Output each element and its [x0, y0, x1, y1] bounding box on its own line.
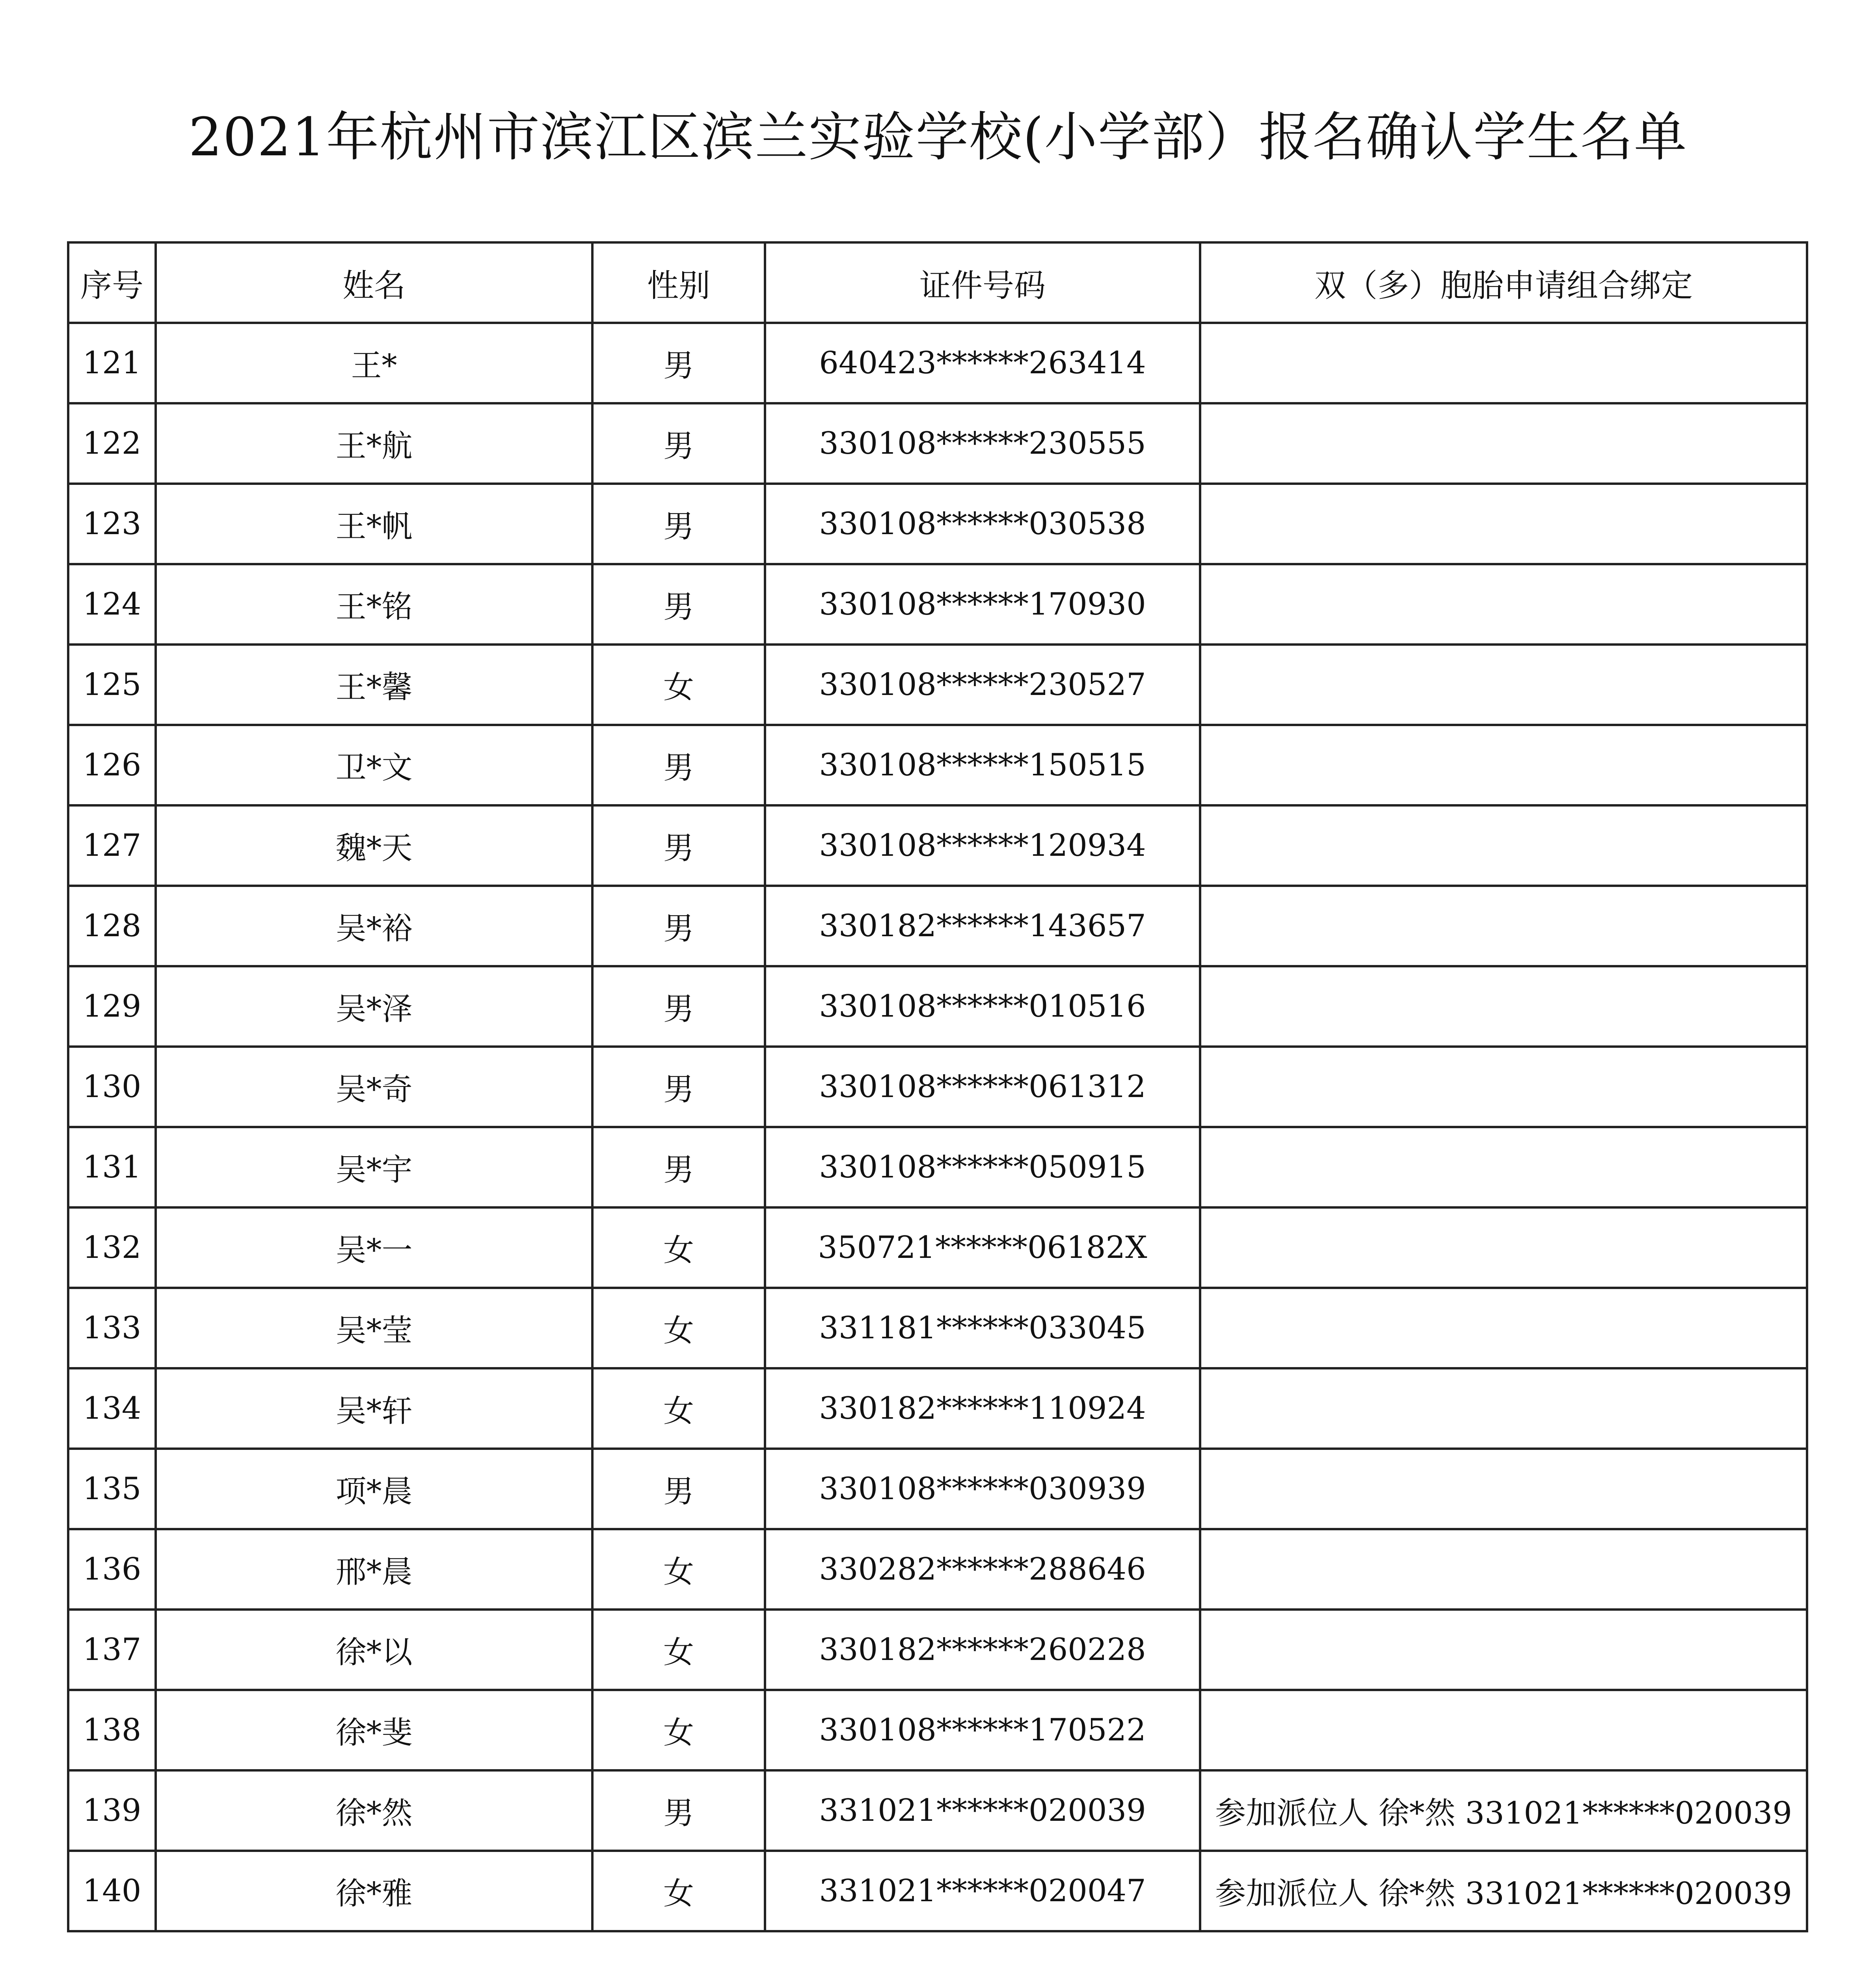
cell-serial-number: 134	[68, 1368, 156, 1449]
cell-serial-number: 128	[68, 886, 156, 966]
cell-serial-number: 132	[68, 1207, 156, 1288]
cell-id-number: 330108******030538	[765, 484, 1200, 564]
cell-id-number: 330108******061312	[765, 1047, 1200, 1127]
table-row	[68, 966, 1807, 1047]
cell-twin-binding	[1200, 1610, 1807, 1690]
cell-id-number: 330182******260228	[765, 1610, 1200, 1690]
header-name: 姓名	[156, 242, 592, 323]
cell-name: 徐*然	[156, 1770, 592, 1851]
cell-gender: 女	[592, 1610, 765, 1690]
cell-twin-binding	[1200, 1690, 1807, 1770]
cell-name: 吴*一	[156, 1207, 592, 1288]
cell-name: 王*馨	[156, 645, 592, 725]
table-row	[68, 1127, 1807, 1207]
header-id-number: 证件号码	[765, 242, 1200, 323]
cell-id-number: 330182******143657	[765, 886, 1200, 966]
cell-name: 王*航	[156, 403, 592, 484]
cell-twin-binding: 参加派位人 徐*然 331021******020039	[1200, 1851, 1807, 1931]
cell-id-number: 331021******020039	[765, 1770, 1200, 1851]
cell-serial-number: 127	[68, 805, 156, 886]
cell-twin-binding	[1200, 805, 1807, 886]
cell-name: 邢*晨	[156, 1529, 592, 1610]
cell-twin-binding	[1200, 484, 1807, 564]
cell-name: 徐*雅	[156, 1851, 592, 1931]
table-body	[68, 323, 1807, 1931]
cell-gender: 女	[592, 1529, 765, 1610]
table-row	[68, 1207, 1807, 1288]
cell-name: 吴*轩	[156, 1368, 592, 1449]
cell-gender: 男	[592, 564, 765, 645]
table-row	[68, 1770, 1807, 1851]
cell-name: 魏*天	[156, 805, 592, 886]
cell-name: 卫*文	[156, 725, 592, 805]
cell-gender: 女	[592, 1690, 765, 1770]
cell-serial-number: 133	[68, 1288, 156, 1368]
table-row	[68, 1690, 1807, 1770]
cell-id-number: 350721******06182X	[765, 1207, 1200, 1288]
cell-serial-number: 125	[68, 645, 156, 725]
cell-name: 王*铭	[156, 564, 592, 645]
cell-gender: 女	[592, 645, 765, 725]
table-row	[68, 886, 1807, 966]
cell-name: 王*	[156, 323, 592, 403]
cell-serial-number: 137	[68, 1610, 156, 1690]
cell-id-number: 330108******050915	[765, 1127, 1200, 1207]
table-row	[68, 1288, 1807, 1368]
cell-gender: 男	[592, 886, 765, 966]
cell-serial-number: 122	[68, 403, 156, 484]
cell-twin-binding	[1200, 1288, 1807, 1368]
cell-name: 王*帆	[156, 484, 592, 564]
cell-gender: 男	[592, 725, 765, 805]
table-row	[68, 1047, 1807, 1127]
cell-twin-binding	[1200, 1368, 1807, 1449]
cell-serial-number: 139	[68, 1770, 156, 1851]
cell-gender: 男	[592, 403, 765, 484]
cell-id-number: 330108******120934	[765, 805, 1200, 886]
cell-serial-number: 135	[68, 1449, 156, 1529]
cell-id-number: 330108******230555	[765, 403, 1200, 484]
table-row	[68, 484, 1807, 564]
cell-gender: 男	[592, 1770, 765, 1851]
table-row	[68, 1851, 1807, 1931]
cell-id-number: 331181******033045	[765, 1288, 1200, 1368]
cell-twin-binding	[1200, 1207, 1807, 1288]
cell-twin-binding	[1200, 1529, 1807, 1610]
cell-gender: 女	[592, 1368, 765, 1449]
table-row	[68, 1368, 1807, 1449]
table-row	[68, 725, 1807, 805]
cell-serial-number: 140	[68, 1851, 156, 1931]
cell-gender: 女	[592, 1207, 765, 1288]
table-row	[68, 1449, 1807, 1529]
cell-gender: 女	[592, 1851, 765, 1931]
cell-id-number: 331021******020047	[765, 1851, 1200, 1931]
cell-serial-number: 126	[68, 725, 156, 805]
cell-id-number: 330108******150515	[765, 725, 1200, 805]
cell-serial-number: 121	[68, 323, 156, 403]
table-row	[68, 645, 1807, 725]
cell-name: 吴*奇	[156, 1047, 592, 1127]
cell-gender: 男	[592, 323, 765, 403]
cell-gender: 男	[592, 484, 765, 564]
cell-name: 吴*莹	[156, 1288, 592, 1368]
table-row	[68, 1529, 1807, 1610]
cell-name: 吴*裕	[156, 886, 592, 966]
cell-twin-binding	[1200, 403, 1807, 484]
table-row	[68, 1610, 1807, 1690]
cell-twin-binding	[1200, 1449, 1807, 1529]
cell-twin-binding	[1200, 1047, 1807, 1127]
cell-gender: 男	[592, 1449, 765, 1529]
cell-gender: 男	[592, 1047, 765, 1127]
table-row	[68, 564, 1807, 645]
cell-serial-number: 131	[68, 1127, 156, 1207]
cell-name: 徐*以	[156, 1610, 592, 1690]
cell-serial-number: 129	[68, 966, 156, 1047]
cell-twin-binding	[1200, 1127, 1807, 1207]
cell-serial-number: 123	[68, 484, 156, 564]
header-twin-binding: 双（多）胞胎申请组合绑定	[1200, 242, 1807, 323]
cell-id-number: 330108******230527	[765, 645, 1200, 725]
cell-id-number: 330182******110924	[765, 1368, 1200, 1449]
cell-twin-binding	[1200, 886, 1807, 966]
cell-name: 徐*斐	[156, 1690, 592, 1770]
cell-serial-number: 130	[68, 1047, 156, 1127]
cell-id-number: 330108******170930	[765, 564, 1200, 645]
table-row	[68, 805, 1807, 886]
cell-name: 吴*宇	[156, 1127, 592, 1207]
table-row	[68, 323, 1807, 403]
cell-twin-binding: 参加派位人 徐*然 331021******020039	[1200, 1770, 1807, 1851]
cell-gender: 男	[592, 805, 765, 886]
cell-twin-binding	[1200, 645, 1807, 725]
cell-twin-binding	[1200, 725, 1807, 805]
cell-twin-binding	[1200, 966, 1807, 1047]
header-gender: 性别	[592, 242, 765, 323]
cell-serial-number: 124	[68, 564, 156, 645]
page-title: 2021年杭州市滨江区滨兰实验学校(小学部）报名确认学生名单	[188, 106, 1688, 168]
table-row	[68, 403, 1807, 484]
cell-serial-number: 138	[68, 1690, 156, 1770]
cell-id-number: 330282******288646	[765, 1529, 1200, 1610]
cell-serial-number: 136	[68, 1529, 156, 1610]
cell-id-number: 330108******010516	[765, 966, 1200, 1047]
student-roster-table	[67, 241, 1808, 1932]
table-header-row	[68, 242, 1807, 323]
cell-twin-binding	[1200, 564, 1807, 645]
cell-id-number: 640423******263414	[765, 323, 1200, 403]
cell-name: 项*晨	[156, 1449, 592, 1529]
cell-gender: 男	[592, 1127, 765, 1207]
cell-name: 吴*泽	[156, 966, 592, 1047]
header-serial-number: 序号	[68, 242, 156, 323]
cell-id-number: 330108******030939	[765, 1449, 1200, 1529]
cell-twin-binding	[1200, 323, 1807, 403]
cell-id-number: 330108******170522	[765, 1690, 1200, 1770]
cell-gender: 男	[592, 966, 765, 1047]
cell-gender: 女	[592, 1288, 765, 1368]
